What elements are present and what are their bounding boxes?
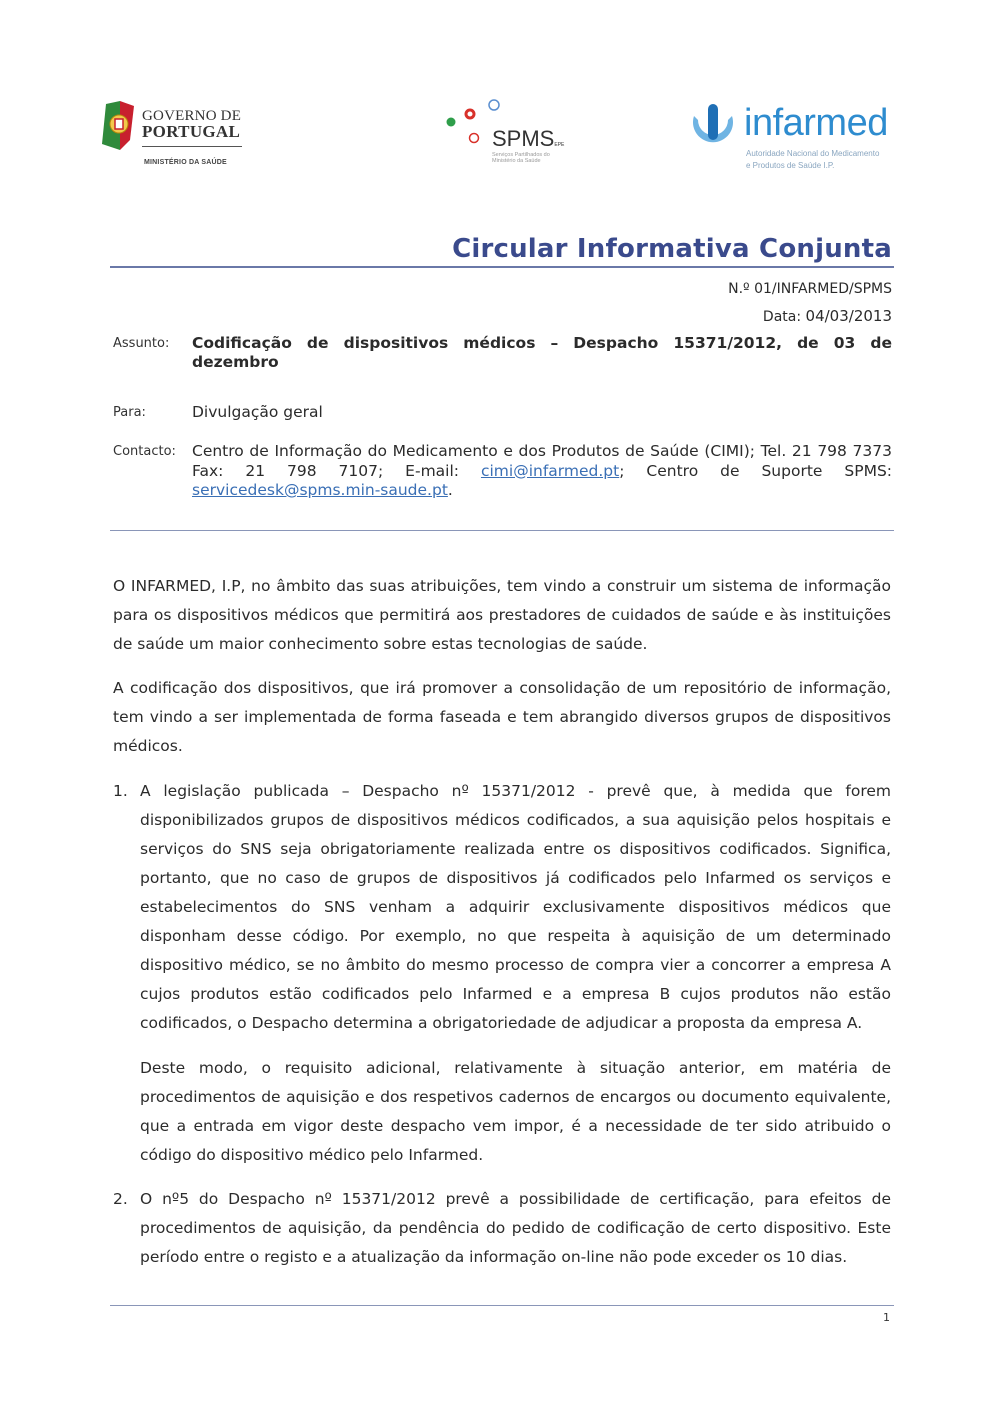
portugal-shield-icon [100,100,140,152]
paragraph-2: A codificação dos dispositivos, que irá promover a consolidação de um repositório de informação, tem vindo a ser implementada de forma faseada e tem abrangido diversos grupos de dispositivos médicos. [113,679,891,755]
spms-name: SPMSEPE [492,126,565,151]
servicedesk-email-link[interactable]: servicedesk@spms.min-saude.pt [192,481,448,499]
contact-value [192,442,892,501]
date-label: Data: [762,309,802,325]
contact-text-1: Centro de Informação do Medicamento e dos Produtos de Saúde (CIMI); Tel. 21 798 7373 Fax: 21 798 7107; E-mail: [192,442,892,480]
gov-line2: PORTUGAL [142,122,241,141]
gov-ministry: MINISTÉRIO DA SAÚDE [144,159,227,166]
list-item-1-subparagraph: Deste modo, o requisito adicional, relativamente à situação anterior, em matéria de procedimentos de aquisição e dos respetivos cadernos de encargos ou documento equivalente, que a entrada em vigor deste despacho vem impor, é a necessidade de ter sido atribuido o código do dispositivo médico pelo Infarmed. [140,1059,891,1164]
spms-tagline: Serviços Partilhados do Ministério da Saúde [492,152,550,164]
to-value: Divulgação geral [192,403,323,421]
governo-portugal-logo [100,98,250,173]
contact-text-2: ; Centro de Suporte SPMS: [619,461,893,480]
title-divider [110,266,894,268]
page-number: 1 [883,1311,890,1324]
list-item-1-text: A legislação publicada – Despacho nº 15371/2012 - prevê que, à medida que forem disponibilizados grupos de dispositivos médicos codificados, a sua aquisição pelos hospitais e serviços do SNS seja obrigatoriamente realizada entre os dispositivos codificados. Significa, portanto, que no caso de grupos de dispositivos já codificados pelo Infarmed os serviços e estabelecimentos do SNS venham a adquirir exclusivamente dispositivos médicos que disponham desse código. Por exemplo, no que respeita à aquisição de um determinado dispositivo médico, se no âmbito do mesmo processo de compra vier a concorrer a empresa A cujos produtos estão codificados pelo Infarmed e a empresa B cujos produtos não estão codificados, o Despacho determina a obrigatoriedade de adjudicar a proposta da empresa A. [140,782,891,1032]
document-title: Circular Informativa Conjunta [452,234,892,264]
infarmed-logo [688,98,903,178]
gov-line1: GOVERNO DE [142,108,242,124]
list-item-2-text: O nº5 do Despacho nº 15371/2012 prevê a possibilidade de certificação, para efeitos de procedimentos de aquisição, da pendência do pedido de codificação de certo dispositivo. Este período entre o registo e a atualização da informação on-line não pode exceder os 10 dias. [140,1190,891,1266]
date-value: 04/03/2013 [805,307,892,325]
infarmed-tagline: Autoridade Nacional do Medicamento e Produtos de Saúde I.P. [746,149,880,170]
gov-divider [142,146,242,147]
subject-line2: dezembro [192,353,279,371]
infarmed-mark-icon [688,102,738,154]
cimi-email-link[interactable]: cimi@infarmed.pt [480,461,620,480]
list-item-1-number: 1. [113,782,128,800]
list-item-2-number: 2. [113,1190,128,1208]
paragraph-1: O INFARMED, I.P, no âmbito das suas atribuições, tem vindo a construir um sistema de informação para os dispositivos médicos que permitirá aos prestadores de cuidados de saúde e às instituições de saúde um maior conhecimento sobre estas tecnologias de saúde. [113,577,891,653]
spms-dots-icon [440,96,500,146]
spms-suffix: EPE [554,142,565,148]
footer-divider [110,1305,894,1306]
header-divider [110,530,894,531]
date-line [112,307,892,325]
spms-logo [440,96,575,176]
reference-number: N.º 01/INFARMED/SPMS [728,281,892,297]
to-label: Para: [113,405,146,420]
infarmed-name: infarmed [744,102,888,144]
contact-text-3: . [447,481,453,499]
contact-label: Contacto: [113,444,176,459]
subject-line1: Codificação de dispositivos médicos – Despacho 15371/2012, de 03 de [192,334,892,352]
subject-label: Assunto: [113,336,170,351]
